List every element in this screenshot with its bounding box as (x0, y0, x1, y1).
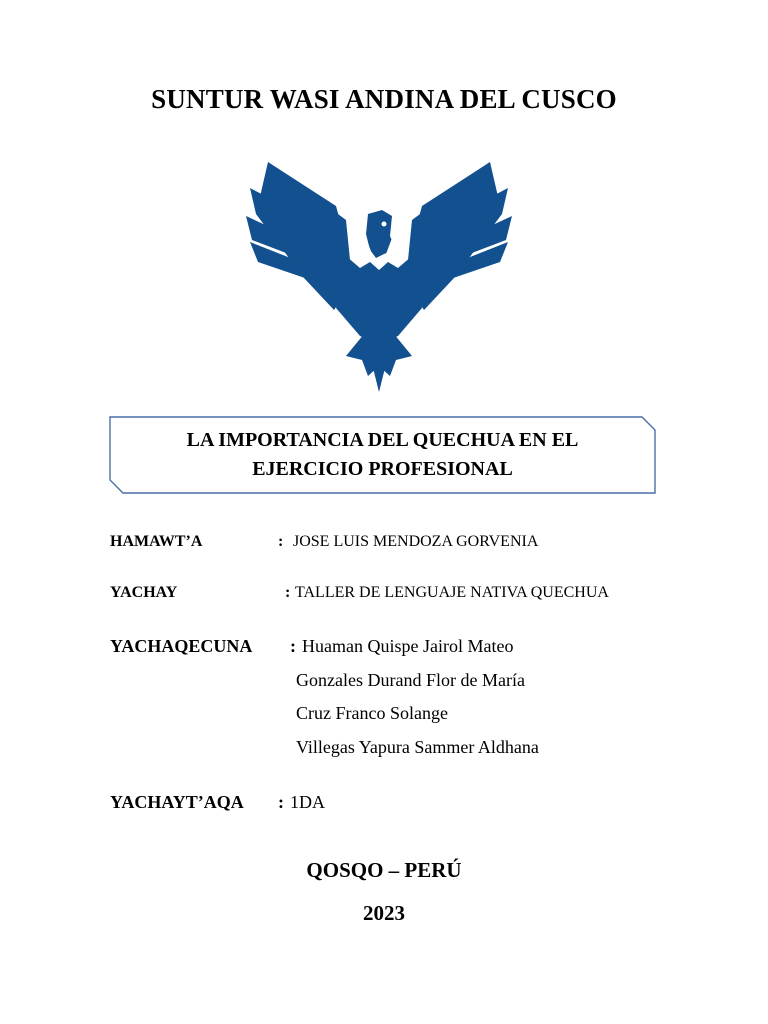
yachaytaqa-separator: : (278, 792, 284, 812)
hamawta-separator: : (278, 533, 284, 550)
institution-title: SUNTUR WASI ANDINA DEL CUSCO (151, 84, 617, 114)
yachaytaqa-value: 1DA (290, 792, 325, 812)
document-title (109, 426, 656, 484)
footer-year: 2023 (363, 901, 405, 925)
student-name: Gonzales Durand Flor de María (296, 670, 525, 690)
yachaqecuna-label: YACHAQECUNA (110, 636, 253, 656)
student-name: Cruz Franco Solange (296, 703, 448, 723)
yachaqecuna-separator: : (290, 636, 296, 656)
yachay-value: TALLER DE LENGUAJE NATIVA QUECHUA (295, 584, 609, 601)
yachay-label: YACHAY (110, 584, 178, 601)
document-title-box (109, 416, 656, 494)
condor-icon (246, 158, 512, 392)
hamawta-label: HAMAWT’A (110, 533, 203, 550)
yachay-separator: : (285, 584, 291, 601)
student-name: Huaman Quispe Jairol Mateo (302, 636, 514, 656)
student-name: Villegas Yapura Sammer Aldhana (296, 737, 539, 757)
footer-place: QOSQO – PERÚ (306, 858, 462, 882)
document-title-line-2: EJERCICIO PROFESIONAL (252, 458, 513, 480)
document-title-line-1: LA IMPORTANCIA DEL QUECHUA EN EL (186, 429, 579, 451)
yachaytaqa-label: YACHAYT’AQA (110, 792, 244, 812)
hamawta-value: JOSE LUIS MENDOZA GORVENIA (293, 533, 539, 550)
